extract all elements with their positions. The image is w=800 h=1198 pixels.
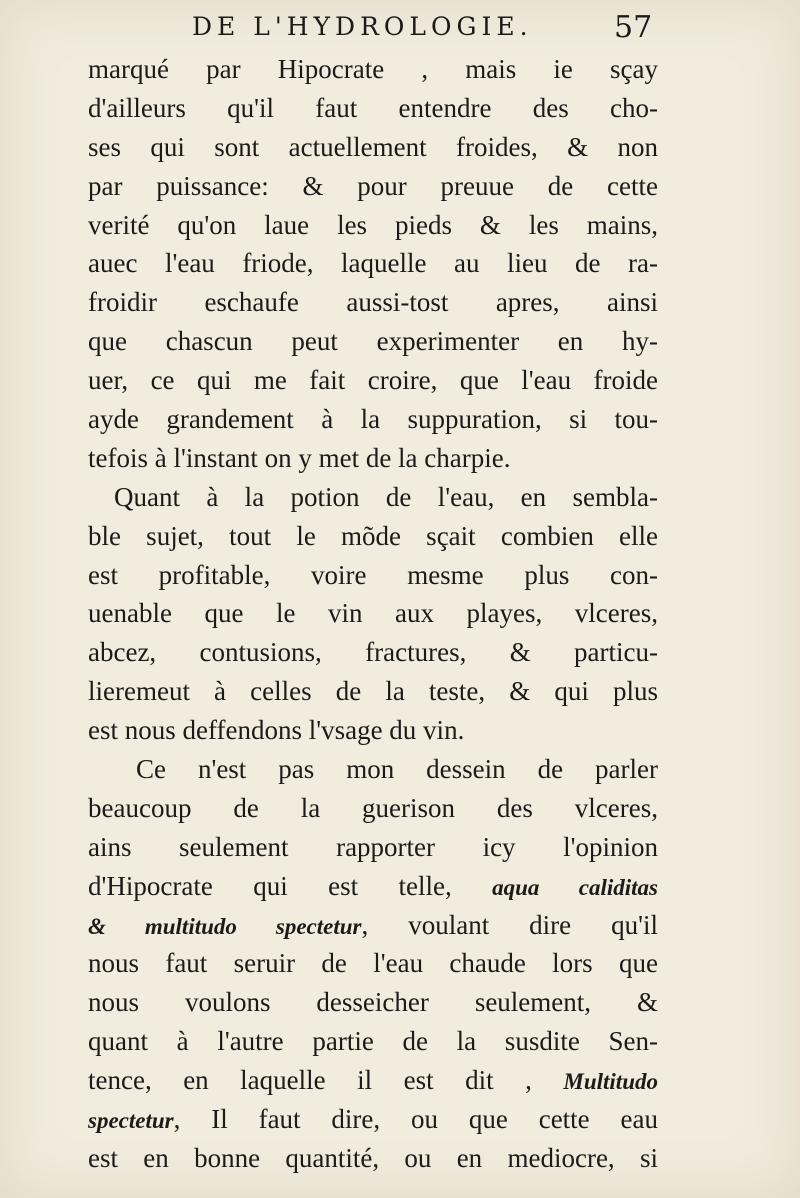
text-line-22 — [88, 867, 658, 906]
text-line-22-roman: d'Hipocrate qui est telle, — [88, 870, 493, 901]
text-line-9: uer, ce qui me fait croire, que l'eau froide — [88, 365, 658, 396]
text-line-6: auec l'eau friode, laquelle au lieu de ra- — [88, 248, 658, 279]
text-line-8: que chascun peut experimenter en hy- — [88, 326, 658, 357]
text-line-24: nous faut seruir de l'eau chaude lors que — [88, 948, 658, 979]
text-line-28 — [88, 1100, 658, 1139]
text-line-18: est nous deffendons l'vsage du vin. — [88, 715, 465, 746]
text-line-19: Ce n'est pas mon dessein de parler — [136, 754, 658, 785]
text-line-20: beaucoup de la guerison des vlceres, — [88, 792, 658, 823]
text-line-23 — [88, 906, 658, 945]
page-number: 57 — [614, 10, 653, 45]
text-line-2: d'ailleurs qu'il faut entendre des cho- — [88, 92, 658, 123]
text-line-28-italic: spectetur — [88, 1108, 174, 1134]
text-line-4: par puissance: & pour preuue de cette — [88, 170, 658, 201]
text-line-7: froidir eschaufe aussi-tost apres, ainsi — [88, 287, 658, 318]
text-line-21: ains seulement rapporter icy l'opinion — [88, 831, 658, 862]
text-line-15: uenable que le vin aux playes, vlceres, — [88, 598, 658, 629]
text-line-13: ble sujet, tout le mõde sçait combien elle — [88, 520, 658, 551]
text-line-10: ayde grandement à la suppuration, si tou- — [88, 404, 658, 435]
body-text — [88, 50, 658, 1178]
text-line-23-tail: , voulant dire qu'il — [361, 909, 658, 940]
running-title: DE L'HYDROLOGIE. — [192, 12, 533, 41]
text-line-1: marqué par Hipocrate , mais ie sçay — [88, 54, 658, 84]
text-line-25: nous voulons desseicher seulement, & — [88, 987, 658, 1018]
text-line-3: ses qui sont actuellement froides, & non — [88, 131, 658, 162]
text-line-27-roman: tence, en laquelle il est dit , — [88, 1065, 564, 1096]
text-line-17: lieremeut à celles de la teste, & qui plus — [88, 676, 658, 707]
text-line-16: abcez, contusions, fractures, & particu- — [88, 637, 658, 668]
text-line-29: est en bonne quantité, ou en mediocre, si — [88, 1142, 658, 1173]
text-line-26: quant à l'autre partie de la susdite Sen- — [88, 1026, 658, 1057]
text-line-27 — [88, 1061, 658, 1100]
text-line-27-italic: Multitudo — [563, 1069, 658, 1095]
text-line-5: verité qu'on laue les pieds & les mains, — [88, 209, 658, 240]
text-line-14: est profitable, voire mesme plus con- — [88, 559, 658, 590]
text-line-28-tail: , Il faut dire, ou que cette eau — [173, 1104, 658, 1135]
text-line-22-italic: aqua caliditas — [492, 874, 658, 900]
text-line-11: tefois à l'instant on y met de la charpie. — [88, 442, 511, 473]
text-line-23-italic: & multitudo spectetur — [88, 913, 362, 939]
text-line-12: Quant à la potion de l'eau, en sembla- — [114, 481, 658, 512]
page-header — [0, 12, 800, 52]
